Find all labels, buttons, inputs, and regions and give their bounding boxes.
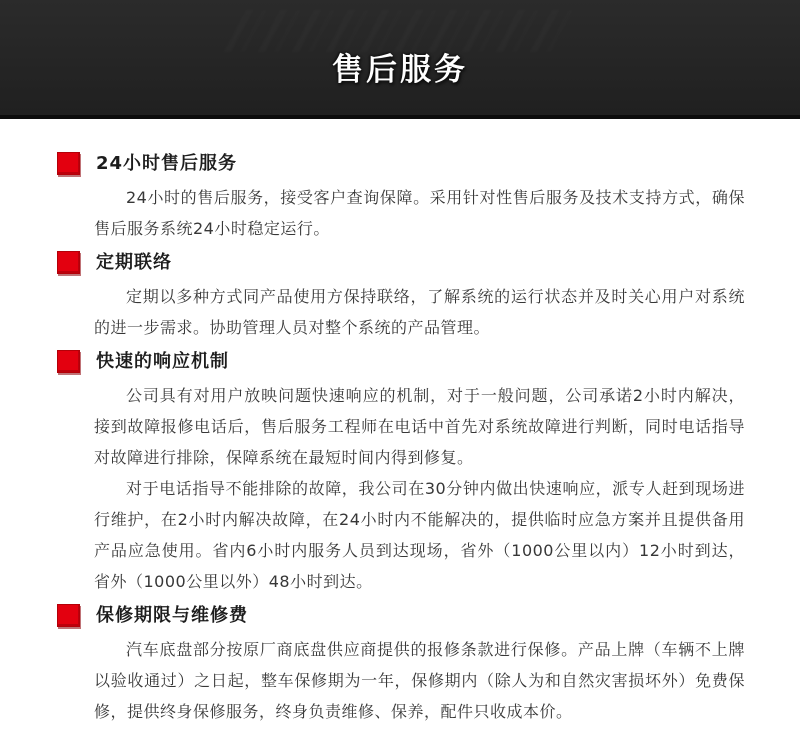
section-title: 快速的响应机制: [96, 350, 229, 372]
section-24h-service: [57, 152, 745, 244]
section-paragraph: 对于电话指导不能排除的故障，我公司在30分钟内做出快速响应，派专人赶到现场进行维护，在2小时内解决故障，在24小时内不能解决的，提供临时应急方案并且提供备用产品应急使用。省内6小时内服务人员到达现场，省外（1000公里以内）12小时到达，省外（1000公里以外）48小时到达。: [94, 479, 745, 591]
section-title: 定期联络: [96, 251, 172, 273]
red-square-bullet-icon: [57, 350, 80, 373]
section-heading-row: [57, 604, 745, 627]
section-body: [57, 634, 745, 727]
section-paragraph: 汽车底盘部分按原厂商底盘供应商提供的报修条款进行保修。产品上牌（车辆不上牌以验收通过）之日起，整车保修期为一年，保修期内（除人为和自然灾害损坏外）免费保修，提供终身保修服务，终身负责维修、保养，配件只收成本价。: [94, 640, 745, 721]
section-body: [57, 380, 745, 597]
section-heading-row: [57, 152, 745, 175]
section-heading-row: [57, 350, 745, 373]
red-square-bullet-icon: [57, 251, 80, 274]
page-header-banner: [0, 0, 800, 119]
section-heading-row: [57, 251, 745, 274]
section-paragraph: 定期以多种方式同产品使用方保持联络，了解系统的运行状态并及时关心用户对系统的进一步需求。协助管理人员对整个系统的产品管理。: [94, 287, 745, 337]
service-content: [0, 119, 800, 727]
section-paragraph: 24小时的售后服务，接受客户查询保障。采用针对性售后服务及技术支持方式，确保售后服务系统24小时稳定运行。: [94, 188, 745, 238]
section-title: 保修期限与维修费: [96, 604, 248, 626]
red-square-bullet-icon: [57, 604, 80, 627]
section-warranty: [57, 604, 745, 727]
section-body: [57, 182, 745, 244]
red-square-bullet-icon: [57, 152, 80, 175]
section-rapid-response: [57, 350, 745, 597]
section-body: [57, 281, 745, 343]
section-regular-contact: [57, 251, 745, 343]
section-title: 24小时售后服务: [96, 152, 238, 174]
page-title: 售后服务: [332, 52, 468, 88]
section-paragraph: 公司具有对用户放映问题快速响应的机制，对于一般问题，公司承诺2小时内解决，接到故障报修电话后，售后服务工程师在电话中首先对系统故障进行判断，同时电话指导对故障进行排除，保障系统在最短时间内得到修复。: [94, 386, 745, 467]
